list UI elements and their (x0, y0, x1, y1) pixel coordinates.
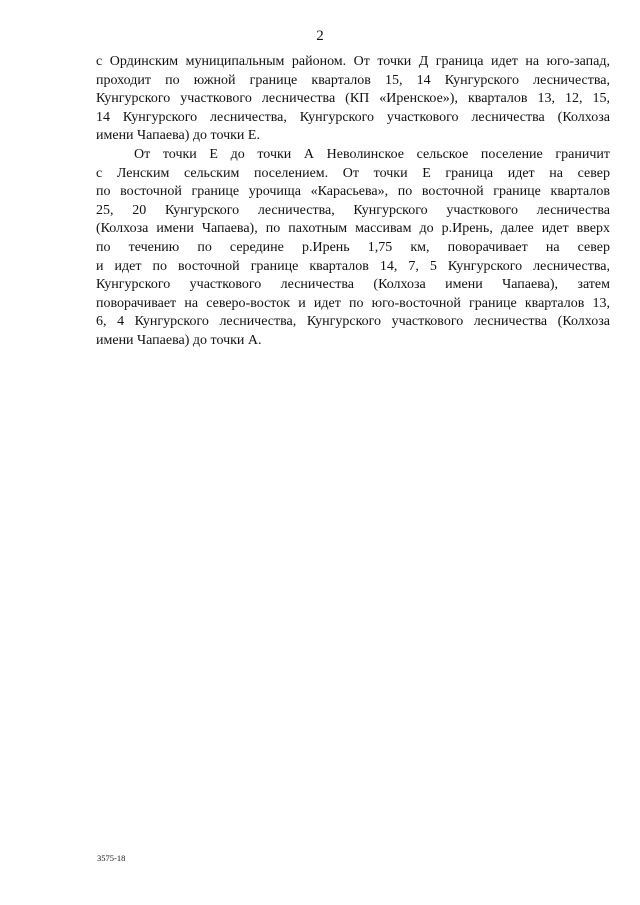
paragraph-2-line-5: (Колхоза имени Чапаева), по пахотным массивам до р.Ирень, далее идет вверх (96, 221, 610, 237)
paragraph-2-line-1: От точки Е до точки А Неволинское сельское поселение граничит (134, 146, 610, 162)
paragraph-1-line-2: проходит по южной границе кварталов 15, 14 Кунгурского лесничества, (96, 72, 610, 88)
paragraph-2-line-3: по восточной границе урочища «Карасьева», по восточной границе кварталов (96, 184, 610, 200)
paragraph-2-line-6: по течению по середине р.Ирень 1,75 км, поворачивает на север (96, 239, 610, 255)
paragraph-1-line-1: с Ординским муниципальным районом. От точки Д граница идет на юго-запад, (96, 54, 610, 69)
paragraph-1-line-4: 14 Кунгурского лесничества, Кунгурского участкового лесничества (Колхоза (96, 109, 610, 125)
body-text (96, 53, 610, 351)
paragraph-1-line-5: имени Чапаева) до точки Е. (96, 128, 260, 144)
paragraph-2-line-4: 25, 20 Кунгурского лесничества, Кунгурского участкового лесничества (96, 202, 610, 218)
paragraph-1-line-3: Кунгурского участкового лесничества (КП «Иренское»), кварталов 13, 12, 15, (96, 91, 610, 107)
paragraph-2-line-11: имени Чапаева) до точки А. (96, 332, 262, 348)
paragraph-2-line-8: Кунгурского участкового лесничества (Колхоза имени Чапаева), затем (96, 277, 610, 293)
paragraph-2-line-2: с Ленским сельским поселением. От точки Е граница идет на север (96, 165, 610, 181)
page-number: 2 (316, 28, 324, 44)
paragraph-2-line-9: поворачивает на северо-восток и идет по юго-восточной границе кварталов 13, (96, 295, 610, 311)
paragraph-2-line-7: и идет по восточной границе кварталов 14, 7, 5 Кунгурского лесничества, (96, 258, 610, 274)
paragraph-1 (96, 53, 610, 146)
paragraph-2-line-10: 6, 4 Кунгурского лесничества, Кунгурского участкового лесничества (Колхоза (96, 314, 610, 330)
document-code: 3575-18 (97, 853, 126, 863)
paragraph-2 (96, 146, 610, 351)
